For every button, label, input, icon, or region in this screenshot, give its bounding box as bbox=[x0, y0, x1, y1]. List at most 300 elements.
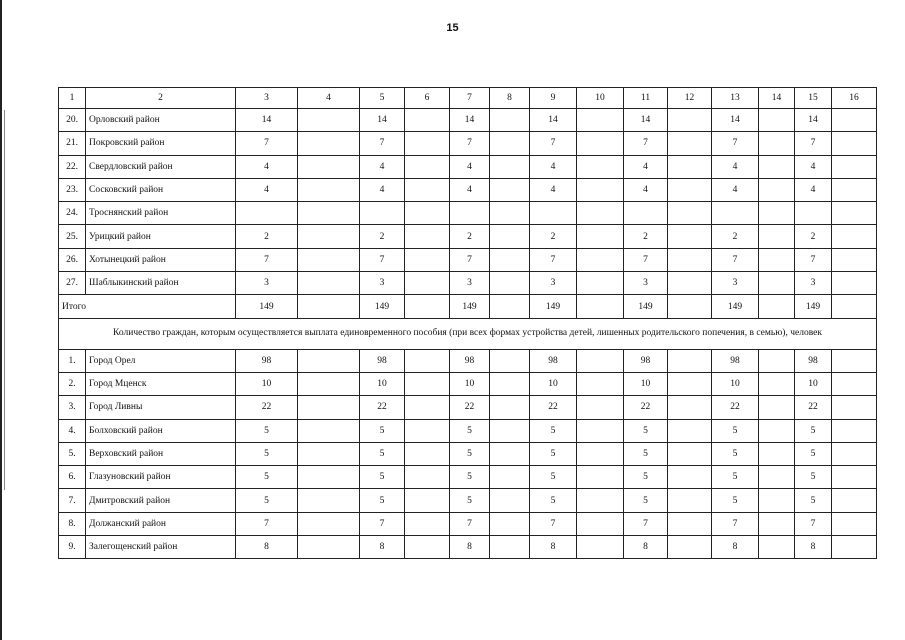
cell-value bbox=[795, 202, 832, 225]
row-number: 25. bbox=[59, 225, 86, 248]
cell-empty bbox=[668, 202, 712, 225]
table-row bbox=[59, 349, 877, 372]
cell-value: 5 bbox=[530, 442, 577, 465]
cell-empty bbox=[668, 225, 712, 248]
cell-empty bbox=[490, 202, 530, 225]
cell-value: 5 bbox=[795, 419, 832, 442]
cell-value: 10 bbox=[450, 372, 490, 395]
cell-empty bbox=[298, 132, 360, 155]
cell-empty bbox=[668, 466, 712, 489]
cell-value: 10 bbox=[712, 372, 759, 395]
cell-value: 7 bbox=[624, 132, 668, 155]
cell-empty bbox=[405, 248, 450, 271]
cell-empty bbox=[577, 155, 624, 178]
cell-value: 5 bbox=[712, 489, 759, 512]
cell-empty bbox=[668, 272, 712, 295]
cell-empty bbox=[832, 442, 877, 465]
cell-value: 7 bbox=[624, 248, 668, 271]
cell-empty bbox=[490, 489, 530, 512]
cell-value: 4 bbox=[450, 178, 490, 201]
table-row bbox=[59, 225, 877, 248]
cell-value: 98 bbox=[624, 349, 668, 372]
cell-value: 7 bbox=[360, 248, 405, 271]
column-header: 3 bbox=[236, 88, 298, 109]
cell-value: 4 bbox=[624, 178, 668, 201]
cell-empty bbox=[405, 536, 450, 559]
cell-value: 22 bbox=[360, 396, 405, 419]
cell-empty bbox=[577, 396, 624, 419]
cell-value: 10 bbox=[795, 372, 832, 395]
page-number: 15 bbox=[446, 22, 459, 34]
cell-value: 7 bbox=[450, 248, 490, 271]
total-value: 149 bbox=[712, 295, 759, 318]
cell-value: 2 bbox=[712, 225, 759, 248]
column-header: 7 bbox=[450, 88, 490, 109]
cell-empty bbox=[405, 349, 450, 372]
cell-empty bbox=[577, 109, 624, 132]
cell-value: 5 bbox=[530, 419, 577, 442]
cell-empty bbox=[298, 202, 360, 225]
column-header: 4 bbox=[298, 88, 360, 109]
cell-empty bbox=[298, 372, 360, 395]
cell-empty bbox=[577, 248, 624, 271]
cell-empty bbox=[298, 442, 360, 465]
data-table bbox=[58, 87, 877, 559]
table-row bbox=[59, 466, 877, 489]
cell-value: 7 bbox=[450, 132, 490, 155]
cell-value: 3 bbox=[624, 272, 668, 295]
cell-value: 5 bbox=[236, 489, 298, 512]
cell-empty bbox=[759, 202, 795, 225]
cell-value: 5 bbox=[712, 419, 759, 442]
row-number: 4. bbox=[59, 419, 86, 442]
total-value: 149 bbox=[795, 295, 832, 318]
district-name: Шаблыкинский район bbox=[86, 272, 236, 295]
cell-value bbox=[236, 202, 298, 225]
cell-empty bbox=[405, 466, 450, 489]
district-name: Глазуновский район bbox=[86, 466, 236, 489]
cell-empty bbox=[490, 372, 530, 395]
cell-value: 5 bbox=[450, 419, 490, 442]
cell-empty bbox=[577, 466, 624, 489]
column-header: 13 bbox=[712, 88, 759, 109]
cell-value: 4 bbox=[236, 155, 298, 178]
header-row bbox=[59, 88, 877, 109]
cell-empty bbox=[668, 109, 712, 132]
cell-empty bbox=[668, 178, 712, 201]
cell-value: 7 bbox=[450, 512, 490, 535]
cell-value: 10 bbox=[236, 372, 298, 395]
cell-empty bbox=[759, 489, 795, 512]
cell-empty bbox=[405, 272, 450, 295]
cell-value: 5 bbox=[624, 419, 668, 442]
cell-empty bbox=[759, 536, 795, 559]
row-number: 26. bbox=[59, 248, 86, 271]
cell-value: 2 bbox=[236, 225, 298, 248]
column-header: 8 bbox=[490, 88, 530, 109]
cell-value: 5 bbox=[360, 466, 405, 489]
district-name: Залегощенский район bbox=[86, 536, 236, 559]
cell-empty bbox=[759, 512, 795, 535]
cell-empty bbox=[759, 132, 795, 155]
cell-value: 5 bbox=[624, 489, 668, 512]
cell-empty bbox=[832, 132, 877, 155]
row-number: 22. bbox=[59, 155, 86, 178]
column-header: 15 bbox=[795, 88, 832, 109]
cell-value bbox=[360, 202, 405, 225]
cell-empty bbox=[577, 225, 624, 248]
cell-value: 4 bbox=[712, 155, 759, 178]
cell-empty bbox=[759, 295, 795, 318]
cell-value: 7 bbox=[795, 248, 832, 271]
cell-empty bbox=[298, 466, 360, 489]
cell-empty bbox=[490, 419, 530, 442]
column-header: 6 bbox=[405, 88, 450, 109]
cell-value: 3 bbox=[712, 272, 759, 295]
cell-value: 4 bbox=[795, 155, 832, 178]
cell-empty bbox=[668, 349, 712, 372]
district-name: Урицкий район bbox=[86, 225, 236, 248]
cell-value: 5 bbox=[712, 442, 759, 465]
cell-value: 22 bbox=[450, 396, 490, 419]
cell-empty bbox=[405, 132, 450, 155]
section-row bbox=[59, 318, 877, 349]
cell-value: 22 bbox=[795, 396, 832, 419]
cell-empty bbox=[577, 202, 624, 225]
cell-empty bbox=[298, 178, 360, 201]
cell-empty bbox=[832, 178, 877, 201]
cell-empty bbox=[832, 396, 877, 419]
cell-empty bbox=[759, 225, 795, 248]
cell-value: 7 bbox=[236, 512, 298, 535]
cell-empty bbox=[577, 372, 624, 395]
cell-value: 98 bbox=[236, 349, 298, 372]
cell-empty bbox=[405, 178, 450, 201]
cell-value: 14 bbox=[360, 109, 405, 132]
district-name: Болховский район bbox=[86, 419, 236, 442]
cell-value: 10 bbox=[530, 372, 577, 395]
table-body bbox=[59, 88, 877, 559]
cell-value: 8 bbox=[236, 536, 298, 559]
cell-empty bbox=[832, 155, 877, 178]
cell-empty bbox=[832, 372, 877, 395]
cell-empty bbox=[577, 272, 624, 295]
district-name: Город Мценск bbox=[86, 372, 236, 395]
cell-value: 4 bbox=[236, 178, 298, 201]
cell-empty bbox=[832, 109, 877, 132]
cell-empty bbox=[405, 442, 450, 465]
cell-empty bbox=[832, 512, 877, 535]
cell-value: 5 bbox=[530, 489, 577, 512]
cell-empty bbox=[298, 489, 360, 512]
cell-empty bbox=[832, 489, 877, 512]
district-name: Свердловский район bbox=[86, 155, 236, 178]
cell-value: 3 bbox=[530, 272, 577, 295]
column-header: 9 bbox=[530, 88, 577, 109]
cell-value: 8 bbox=[795, 536, 832, 559]
cell-value: 22 bbox=[712, 396, 759, 419]
cell-value: 4 bbox=[530, 155, 577, 178]
cell-value: 5 bbox=[236, 466, 298, 489]
cell-value: 5 bbox=[530, 466, 577, 489]
row-number: 23. bbox=[59, 178, 86, 201]
cell-empty bbox=[759, 466, 795, 489]
cell-value: 2 bbox=[450, 225, 490, 248]
cell-value: 5 bbox=[624, 466, 668, 489]
row-number: 20. bbox=[59, 109, 86, 132]
cell-empty bbox=[577, 512, 624, 535]
cell-empty bbox=[668, 295, 712, 318]
cell-empty bbox=[759, 178, 795, 201]
district-name: Троснянский район bbox=[86, 202, 236, 225]
cell-empty bbox=[490, 536, 530, 559]
cell-value: 5 bbox=[450, 466, 490, 489]
table-row bbox=[59, 109, 877, 132]
total-value: 149 bbox=[624, 295, 668, 318]
district-name: Дмитровский район bbox=[86, 489, 236, 512]
cell-value: 7 bbox=[360, 132, 405, 155]
row-number: 9. bbox=[59, 536, 86, 559]
cell-empty bbox=[759, 419, 795, 442]
cell-value: 4 bbox=[450, 155, 490, 178]
cell-empty bbox=[298, 295, 360, 318]
cell-value: 14 bbox=[795, 109, 832, 132]
cell-empty bbox=[298, 396, 360, 419]
cell-value bbox=[450, 202, 490, 225]
left-edge-shadow bbox=[4, 110, 5, 490]
cell-empty bbox=[490, 442, 530, 465]
table-row bbox=[59, 132, 877, 155]
cell-empty bbox=[490, 225, 530, 248]
cell-value: 5 bbox=[360, 489, 405, 512]
cell-value: 4 bbox=[360, 178, 405, 201]
cell-empty bbox=[298, 155, 360, 178]
cell-empty bbox=[405, 109, 450, 132]
cell-empty bbox=[298, 109, 360, 132]
district-name: Верховский район bbox=[86, 442, 236, 465]
row-number: 8. bbox=[59, 512, 86, 535]
cell-empty bbox=[832, 295, 877, 318]
cell-value bbox=[624, 202, 668, 225]
cell-empty bbox=[759, 248, 795, 271]
cell-empty bbox=[490, 248, 530, 271]
cell-value: 5 bbox=[624, 442, 668, 465]
cell-empty bbox=[577, 295, 624, 318]
cell-empty bbox=[298, 248, 360, 271]
cell-value: 14 bbox=[450, 109, 490, 132]
cell-empty bbox=[759, 109, 795, 132]
cell-empty bbox=[405, 225, 450, 248]
district-name: Город Орел bbox=[86, 349, 236, 372]
cell-empty bbox=[490, 272, 530, 295]
table-row bbox=[59, 372, 877, 395]
cell-value: 5 bbox=[712, 466, 759, 489]
cell-empty bbox=[405, 155, 450, 178]
cell-value: 14 bbox=[236, 109, 298, 132]
cell-value: 22 bbox=[530, 396, 577, 419]
cell-empty bbox=[668, 132, 712, 155]
district-name: Город Ливны bbox=[86, 396, 236, 419]
cell-value: 22 bbox=[236, 396, 298, 419]
cell-empty bbox=[577, 489, 624, 512]
cell-empty bbox=[405, 512, 450, 535]
table-row bbox=[59, 512, 877, 535]
cell-empty bbox=[490, 295, 530, 318]
district-name: Орловский район bbox=[86, 109, 236, 132]
row-number: 21. bbox=[59, 132, 86, 155]
cell-value: 4 bbox=[530, 178, 577, 201]
total-row bbox=[59, 295, 877, 318]
table-row bbox=[59, 155, 877, 178]
cell-value: 2 bbox=[530, 225, 577, 248]
cell-value: 7 bbox=[360, 512, 405, 535]
cell-empty bbox=[298, 512, 360, 535]
cell-empty bbox=[490, 178, 530, 201]
cell-empty bbox=[490, 155, 530, 178]
cell-empty bbox=[668, 396, 712, 419]
cell-value: 3 bbox=[236, 272, 298, 295]
cell-empty bbox=[405, 396, 450, 419]
table-row bbox=[59, 178, 877, 201]
cell-value: 7 bbox=[795, 512, 832, 535]
column-header: 11 bbox=[624, 88, 668, 109]
cell-empty bbox=[405, 419, 450, 442]
cell-empty bbox=[577, 178, 624, 201]
column-header: 5 bbox=[360, 88, 405, 109]
cell-value: 5 bbox=[795, 466, 832, 489]
table-row bbox=[59, 536, 877, 559]
cell-value: 5 bbox=[795, 489, 832, 512]
cell-value: 98 bbox=[530, 349, 577, 372]
cell-value: 5 bbox=[795, 442, 832, 465]
cell-empty bbox=[490, 396, 530, 419]
cell-value: 7 bbox=[236, 132, 298, 155]
cell-empty bbox=[490, 466, 530, 489]
row-number: 1. bbox=[59, 349, 86, 372]
cell-value: 7 bbox=[236, 248, 298, 271]
cell-empty bbox=[759, 349, 795, 372]
cell-empty bbox=[668, 419, 712, 442]
cell-empty bbox=[759, 155, 795, 178]
cell-empty bbox=[577, 132, 624, 155]
cell-empty bbox=[759, 372, 795, 395]
cell-empty bbox=[490, 132, 530, 155]
table-row bbox=[59, 202, 877, 225]
row-number: 5. bbox=[59, 442, 86, 465]
cell-value: 3 bbox=[795, 272, 832, 295]
total-value: 149 bbox=[360, 295, 405, 318]
section-title: Количество граждан, которым осуществляется выплата единовременного пособия (при всех формах устройства детей, лишенных родительского попечения, в семью), человек bbox=[59, 318, 877, 349]
cell-empty bbox=[832, 466, 877, 489]
cell-empty bbox=[405, 202, 450, 225]
cell-empty bbox=[577, 419, 624, 442]
left-edge-mark bbox=[0, 0, 2, 640]
cell-value: 7 bbox=[712, 512, 759, 535]
district-name: Сосковский район bbox=[86, 178, 236, 201]
cell-empty bbox=[759, 272, 795, 295]
total-value: 149 bbox=[450, 295, 490, 318]
table-row bbox=[59, 248, 877, 271]
row-number: 6. bbox=[59, 466, 86, 489]
cell-empty bbox=[577, 442, 624, 465]
cell-value: 2 bbox=[360, 225, 405, 248]
table-row bbox=[59, 272, 877, 295]
cell-empty bbox=[832, 349, 877, 372]
cell-value: 5 bbox=[360, 442, 405, 465]
district-name: Должанский район bbox=[86, 512, 236, 535]
cell-empty bbox=[490, 349, 530, 372]
column-header: 2 bbox=[86, 88, 236, 109]
table-row bbox=[59, 396, 877, 419]
cell-value: 8 bbox=[712, 536, 759, 559]
cell-value: 5 bbox=[360, 419, 405, 442]
cell-empty bbox=[832, 248, 877, 271]
cell-value: 8 bbox=[530, 536, 577, 559]
cell-value: 8 bbox=[450, 536, 490, 559]
row-number: 24. bbox=[59, 202, 86, 225]
cell-value: 7 bbox=[624, 512, 668, 535]
total-label: Итого bbox=[59, 295, 236, 318]
cell-empty bbox=[298, 419, 360, 442]
cell-value: 4 bbox=[795, 178, 832, 201]
cell-empty bbox=[668, 248, 712, 271]
cell-empty bbox=[668, 489, 712, 512]
cell-empty bbox=[832, 225, 877, 248]
cell-empty bbox=[668, 442, 712, 465]
cell-value: 3 bbox=[360, 272, 405, 295]
cell-empty bbox=[405, 489, 450, 512]
cell-empty bbox=[832, 419, 877, 442]
cell-value: 4 bbox=[712, 178, 759, 201]
row-number: 2. bbox=[59, 372, 86, 395]
cell-value bbox=[712, 202, 759, 225]
cell-empty bbox=[490, 109, 530, 132]
row-number: 27. bbox=[59, 272, 86, 295]
cell-value: 2 bbox=[795, 225, 832, 248]
cell-value: 5 bbox=[450, 489, 490, 512]
cell-empty bbox=[298, 536, 360, 559]
cell-empty bbox=[832, 202, 877, 225]
cell-value: 14 bbox=[530, 109, 577, 132]
table-row bbox=[59, 442, 877, 465]
cell-value: 3 bbox=[450, 272, 490, 295]
cell-value: 5 bbox=[450, 442, 490, 465]
cell-empty bbox=[759, 442, 795, 465]
cell-value: 8 bbox=[624, 536, 668, 559]
cell-empty bbox=[577, 536, 624, 559]
cell-value: 5 bbox=[236, 442, 298, 465]
cell-empty bbox=[298, 272, 360, 295]
cell-empty bbox=[759, 396, 795, 419]
cell-value: 98 bbox=[712, 349, 759, 372]
district-name: Хотынецкий район bbox=[86, 248, 236, 271]
cell-value: 4 bbox=[360, 155, 405, 178]
cell-empty bbox=[577, 349, 624, 372]
cell-value: 8 bbox=[360, 536, 405, 559]
cell-empty bbox=[832, 272, 877, 295]
cell-value: 98 bbox=[450, 349, 490, 372]
cell-value: 7 bbox=[712, 132, 759, 155]
column-header: 16 bbox=[832, 88, 877, 109]
cell-value: 10 bbox=[360, 372, 405, 395]
column-header: 14 bbox=[759, 88, 795, 109]
cell-empty bbox=[298, 225, 360, 248]
cell-value: 98 bbox=[360, 349, 405, 372]
row-number: 3. bbox=[59, 396, 86, 419]
column-header: 1 bbox=[59, 88, 86, 109]
cell-value: 14 bbox=[712, 109, 759, 132]
cell-value: 22 bbox=[624, 396, 668, 419]
